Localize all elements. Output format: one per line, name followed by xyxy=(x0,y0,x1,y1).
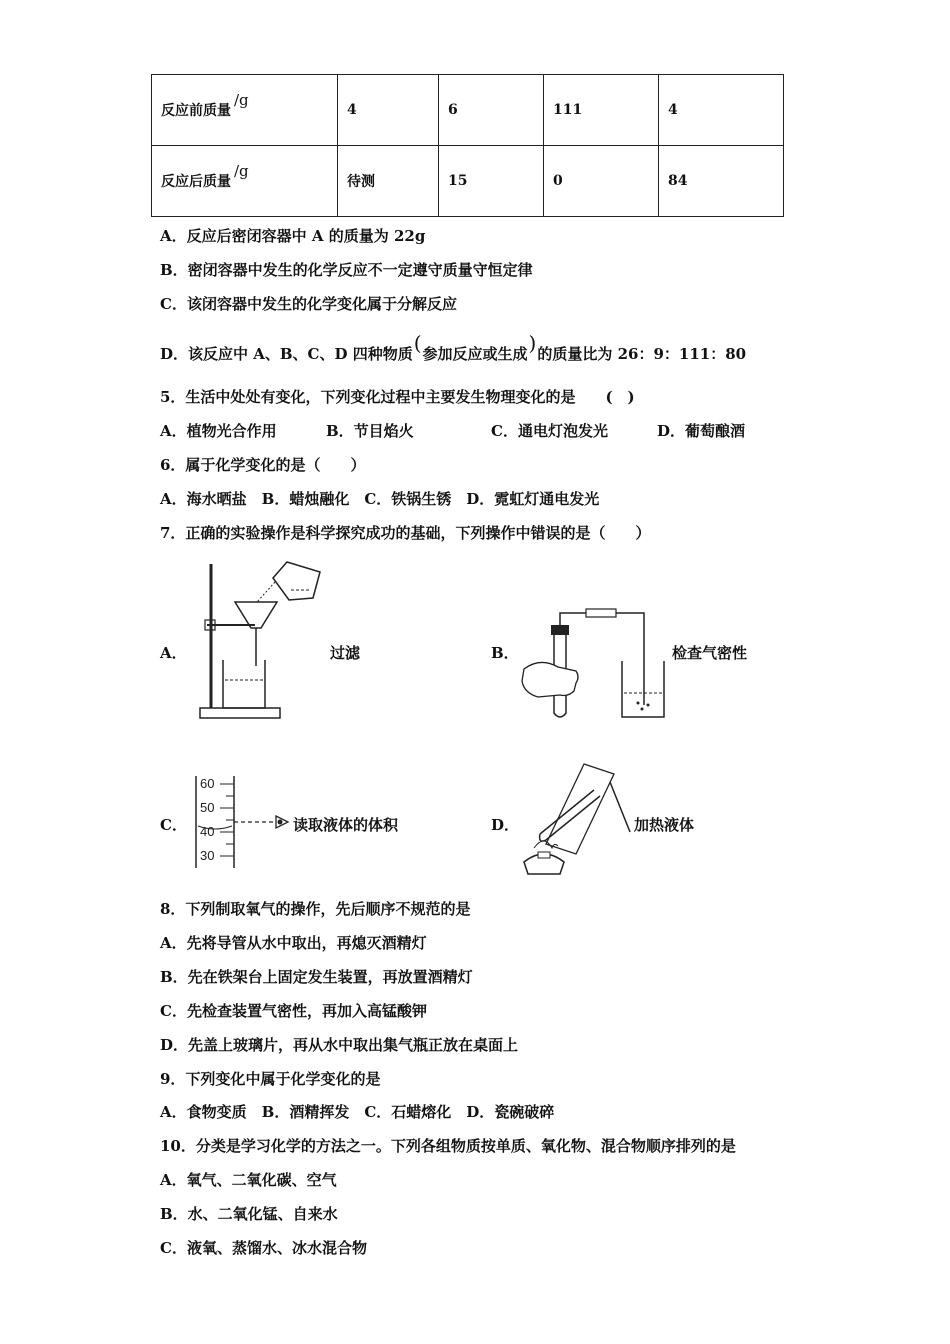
q7-a-label: 过滤 xyxy=(330,644,361,662)
table-cell: 0 xyxy=(544,146,659,217)
tick-label-60: 60 xyxy=(200,776,215,791)
table-cell: 4 xyxy=(338,75,439,146)
q4-option-c: C．该闭容器中发生的化学变化属于分解反应 xyxy=(160,295,457,313)
q8-option-d: D．先盖上玻璃片，再从水中取出集气瓶正放在桌面上 xyxy=(160,1036,519,1054)
table-cell: 6 xyxy=(439,75,544,146)
tick-label-50: 50 xyxy=(200,800,215,815)
q7-stem: 7．正确的实验操作是科学探究成功的基础，下列操作中错误的是（ ） xyxy=(160,524,651,542)
table-row xyxy=(152,146,784,217)
q7-b-letter: B． xyxy=(491,644,519,662)
q8-option-a: A．先将导管从水中取出，再熄灭酒精灯 xyxy=(160,934,427,952)
unit-label: /g xyxy=(234,91,249,109)
table-cell: 84 xyxy=(659,146,784,217)
q7-d-letter: D． xyxy=(491,816,520,834)
tick-label-40: 40 xyxy=(200,824,215,839)
q5-stem: 5．生活中处处有变化，下列变化过程中主要发生物理变化的是 ( ) xyxy=(160,388,635,406)
row-label: 反应前质量/g xyxy=(152,75,338,146)
q10-option-a: A．氧气、二氧化碳、空气 xyxy=(160,1171,337,1189)
q7-c-label: 读取液体的体积 xyxy=(293,816,399,834)
q4-option-a: A．反应后密闭容器中 A 的质量为 22g xyxy=(160,227,426,245)
filtration-illustration xyxy=(195,558,335,723)
q5-option-c: C．通电灯泡发光 xyxy=(491,422,608,440)
unit-label: /g xyxy=(234,162,249,180)
table-cell: 15 xyxy=(439,146,544,217)
q4-option-d: D．该反应中 A、B、C、D 四种物质(参加反应或生成)的质量比为 26：9：111：80 xyxy=(160,331,747,363)
q6-stem: 6．属于化学变化的是（ ） xyxy=(160,456,366,474)
q9-options: A．食物变质 B．酒精挥发 C．石蜡熔化 D．瓷碗破碎 xyxy=(160,1103,555,1121)
heating-liquid-illustration xyxy=(518,762,638,880)
q8-option-c: C．先检查装置气密性，再加入高锰酸钾 xyxy=(160,1002,427,1020)
row-label: 反应后质量/g xyxy=(152,146,338,217)
airtightness-illustration xyxy=(518,605,668,725)
q8-stem: 8．下列制取氧气的操作，先后顺序不规范的是 xyxy=(160,900,471,918)
q7-d-label: 加热液体 xyxy=(634,816,695,834)
q8-option-b: B．先在铁架台上固定发生装置，再放置酒精灯 xyxy=(160,968,473,986)
q5-option-b: B．节目焰火 xyxy=(326,422,414,440)
q5-option-a: A．植物光合作用 xyxy=(160,422,277,440)
q9-stem: 9．下列变化中属于化学变化的是 xyxy=(160,1070,381,1088)
q7-a-letter: A． xyxy=(160,644,187,662)
mass-table xyxy=(151,74,784,217)
graduated-cylinder-illustration xyxy=(190,772,300,872)
q4-option-b: B．密闭容器中发生的化学反应不一定遵守质量守恒定律 xyxy=(160,261,533,279)
table-cell: 4 xyxy=(659,75,784,146)
tick-label-30: 30 xyxy=(200,848,215,863)
table-cell: 111 xyxy=(544,75,659,146)
q10-option-b: B．水、二氧化锰、自来水 xyxy=(160,1205,338,1223)
q5-option-d: D．葡萄酿酒 xyxy=(657,422,746,440)
q6-options: A．海水晒盐 B．蜡烛融化 C．铁锅生锈 D．霓虹灯通电发光 xyxy=(160,490,600,508)
q10-option-c: C．液氧、蒸馏水、冰水混合物 xyxy=(160,1239,367,1257)
table-cell: 待测 xyxy=(338,146,439,217)
q10-stem: 10．分类是学习化学的方法之一。下列各组物质按单质、氧化物、混合物顺序排列的是 xyxy=(160,1137,736,1155)
table-row xyxy=(152,75,784,146)
q7-c-letter: C． xyxy=(160,816,187,834)
q7-b-label: 检查气密性 xyxy=(672,644,748,662)
